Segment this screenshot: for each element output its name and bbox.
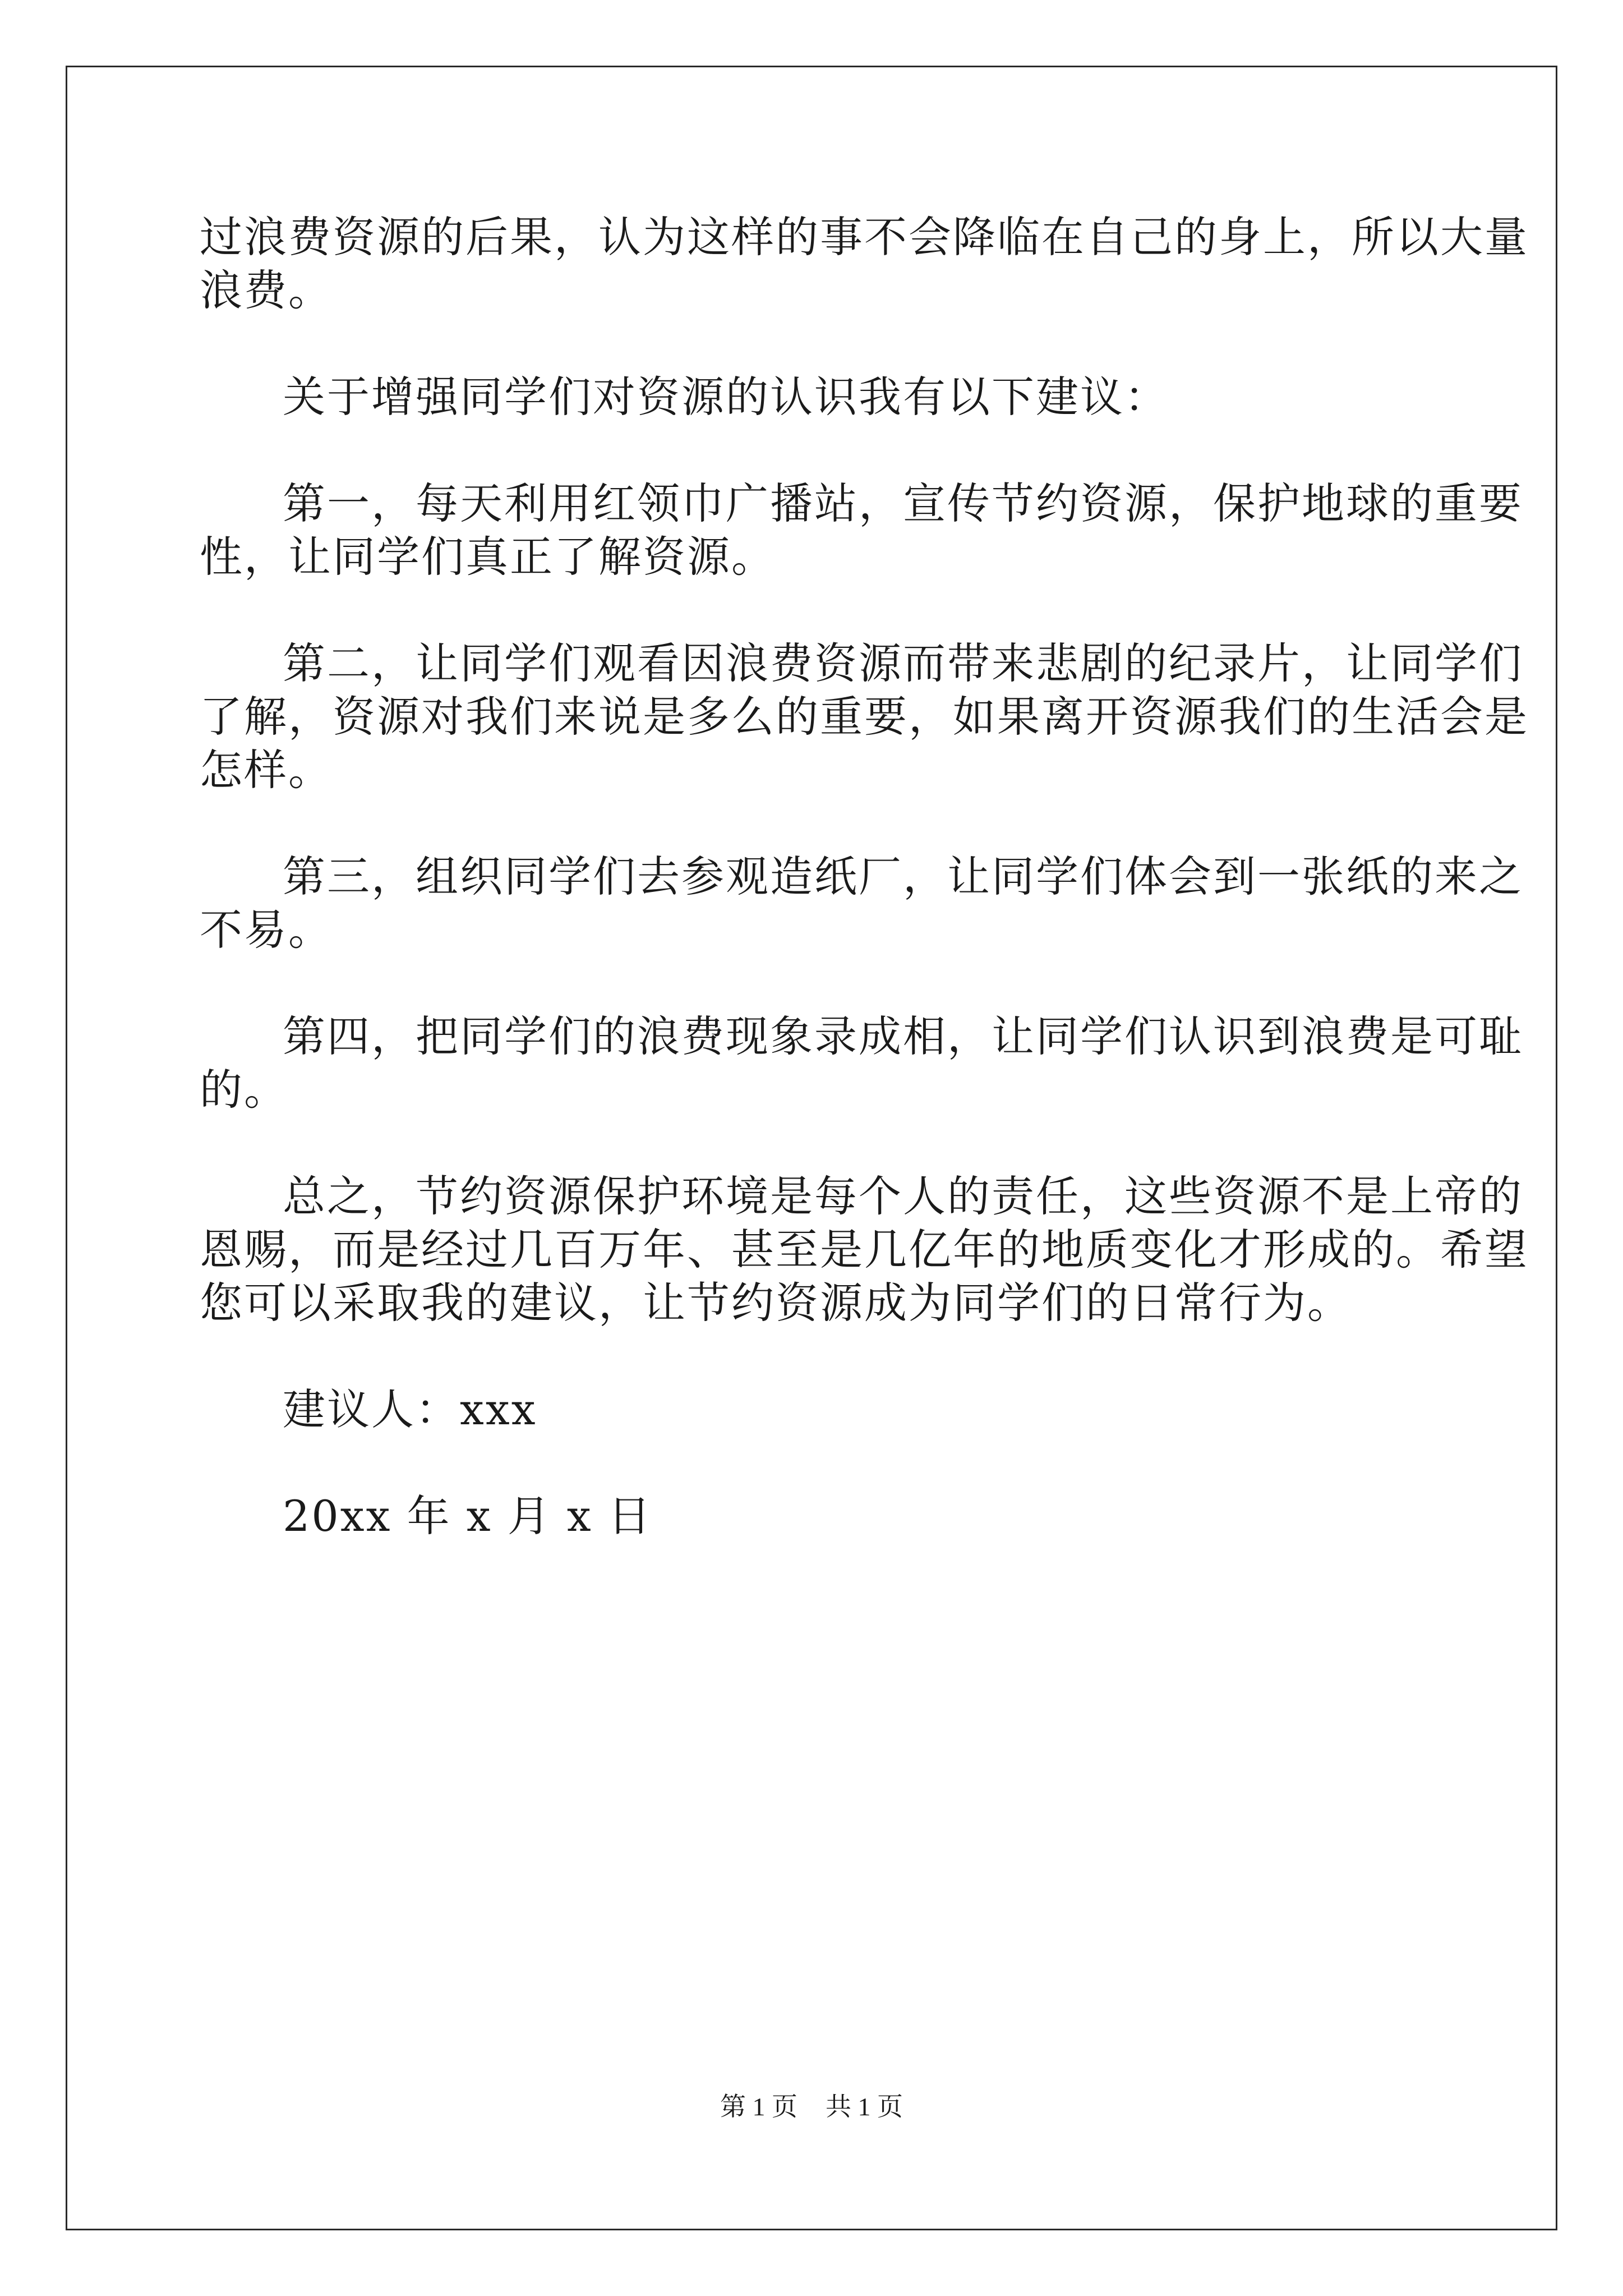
paragraph-line: 不易。 <box>200 905 333 955</box>
page-footer <box>0 2090 1623 2124</box>
paragraph-line: 第三，组织同学们去参观造纸厂，让同学们体会到一张纸的来之 <box>283 852 1523 901</box>
paragraph-line: 性，让同学们真正了解资源。 <box>200 532 776 582</box>
paragraph-line: 的。 <box>200 1065 288 1115</box>
paragraph-line: 第四，把同学们的浪费现象录成相，让同学们认识到浪费是可耻 <box>283 1011 1523 1061</box>
paragraph-line: 浪费。 <box>200 265 333 315</box>
document-body <box>200 210 1529 1543</box>
paragraph-line: 关于增强同学们对资源的认识我有以下建议： <box>283 372 1169 422</box>
page-number: 第 1 页 <box>720 2092 797 2121</box>
signer-line: 建议人：xxx <box>283 1384 537 1434</box>
paragraph-line: 第一，每天利用红领巾广播站，宣传节约资源，保护地球的重要 <box>283 478 1523 528</box>
paragraph-line: 怎样。 <box>200 745 333 795</box>
paragraph-line: 总之，节约资源保护环境是每个人的责任，这些资源不是上帝的 <box>283 1171 1523 1221</box>
paragraph-line: 恩赐，而是经过几百万年、甚至是几亿年的地质变化才形成的。希望 <box>200 1225 1529 1274</box>
paragraph-line: 您可以采取我的建议，让节约资源成为同学们的日常行为。 <box>200 1278 1352 1328</box>
paragraph-line: 过浪费资源的后果，认为这样的事不会降临在自己的身上，所以大量 <box>200 212 1529 262</box>
paragraph-line: 第二，让同学们观看因浪费资源而带来悲剧的纪录片，让同学们 <box>283 638 1523 688</box>
date-line: 20xx 年 x 月 x 日 <box>283 1491 652 1541</box>
paragraph-line: 了解，资源对我们来说是多么的重要，如果离开资源我们的生活会是 <box>200 692 1529 742</box>
page-total: 共 1 页 <box>826 2092 903 2121</box>
